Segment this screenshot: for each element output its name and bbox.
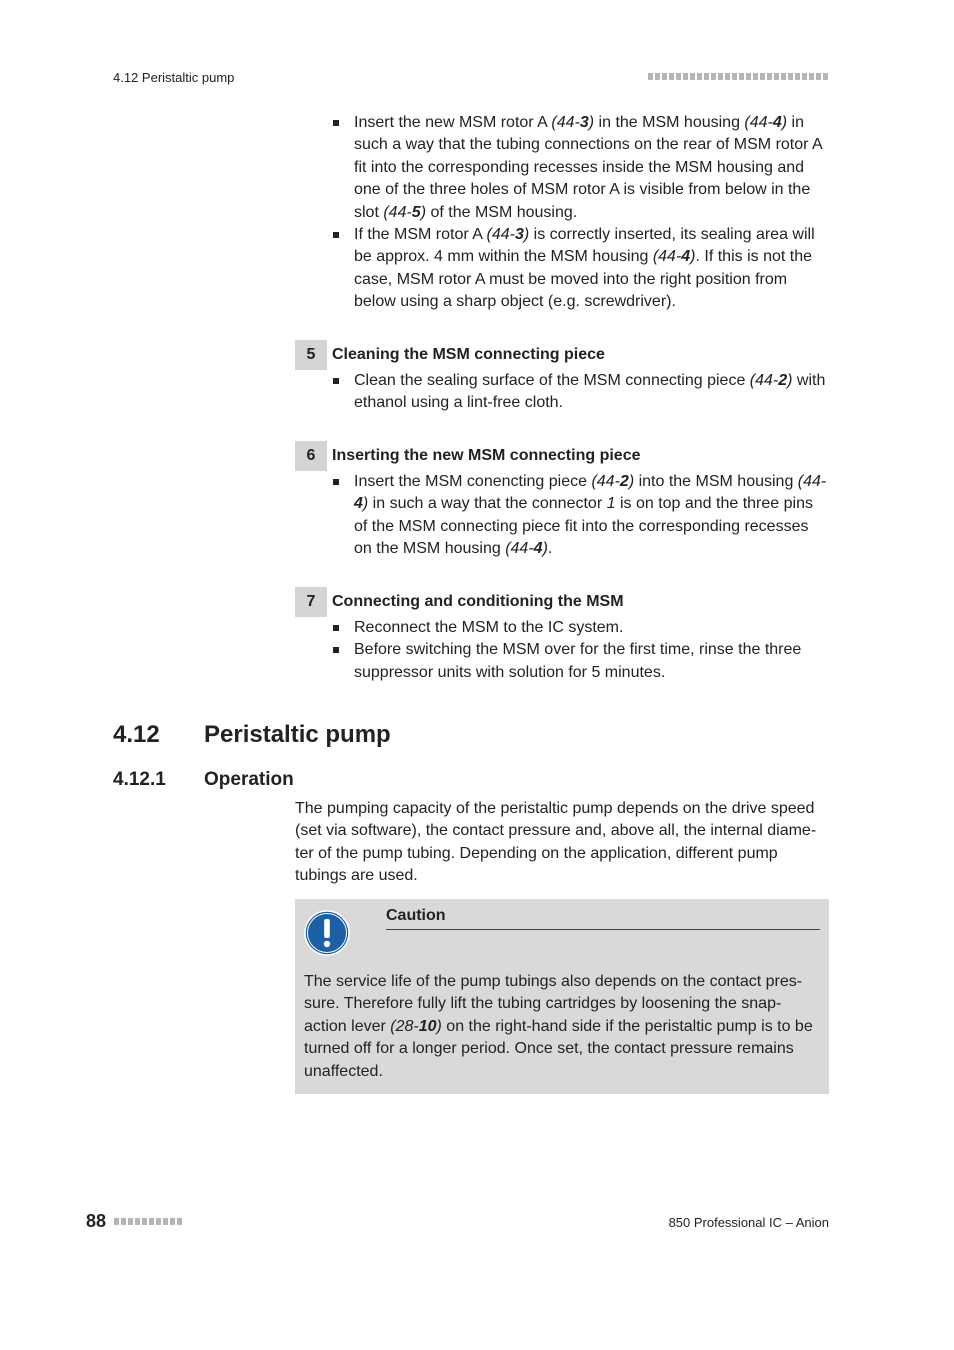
caution-text: The service life of the pump tubings also depends on the contact pres- sure. Therefore fully lift the tubing cartridges by loosening the snap- action lever (28-10) on the right-hand side if the peristaltic pump is to be turned off for a longer period. Once set, the contact pressure remains unaffected.: [304, 973, 813, 1080]
subsection-heading: [113, 769, 294, 791]
step-title: Inserting the new MSM connecting piece: [332, 446, 641, 464]
step-5: [295, 340, 830, 415]
section-title: Peristaltic pump: [204, 721, 391, 748]
step-title: Connecting and conditioning the MSM: [332, 592, 624, 610]
running-header: 4.12 Peristaltic pump: [113, 70, 235, 85]
step-number: 5: [295, 340, 327, 370]
step-number: 7: [295, 587, 327, 617]
top-bullet-list: [295, 112, 830, 314]
bullet-text: Insert the new MSM rotor A (44-3) in the MSM housing (44-4) in such a way that the tubing connections on the rear of MSM rotor A fit into the corresponding recesses inside the MSM housing and one of the three holes of MSM rotor A is visible from below in the slot (44-5) of the MSM housing.: [354, 114, 822, 221]
subsection-number: 4.12.1: [113, 769, 166, 790]
caution-title: Caution: [386, 907, 446, 924]
document-title: 850 Professional IC – Anion: [668, 1215, 829, 1230]
caution-divider: [386, 929, 820, 930]
body-paragraph: The pumping capacity of the peristaltic pump depends on the drive speed (set via software), the contact pressure and, above all, the internal diame- ter of the pump tubing. Depending on the application, different pump tubings are used.: [295, 800, 817, 885]
bullet-text: If the MSM rotor A (44-3) is correctly inserted, its sealing area will be approx. 4 mm within the MSM housing (44-4). If this is not the case, MSM rotor A must be moved into the right position from below using a sharp object (e.g. screwdriver).: [354, 226, 815, 311]
list-item: [295, 224, 830, 314]
section-number: 4.12: [113, 721, 160, 748]
subsection-title: Operation: [204, 769, 294, 790]
step-number: 6: [295, 441, 327, 471]
list-item: Insert the MSM conencting piece (44-2) into the MSM housing (44-4) in such a way that the connector 1 is on top and the three pins of the MSM connecting piece fit into the corresponding recesses on the MSM housing (44-4).: [295, 471, 830, 561]
step-6: [295, 441, 830, 561]
header-decoration: [648, 73, 830, 80]
footer-decoration: [114, 1218, 182, 1225]
step-title: Cleaning the MSM connecting piece: [332, 345, 605, 363]
list-item: Before switching the MSM over for the first time, rinse the three suppressor units with solution for 5 minutes.: [295, 639, 830, 684]
exclamation-icon: [304, 910, 350, 956]
caution-box: [295, 899, 829, 1094]
section-heading: [113, 721, 391, 749]
step-7: [295, 587, 830, 684]
list-item: Clean the sealing surface of the MSM connecting piece (44-2) with ethanol using a lint-free cloth.: [295, 370, 830, 415]
list-item: [295, 112, 830, 224]
list-item: Reconnect the MSM to the IC system.: [295, 617, 830, 639]
page-number: 88: [86, 1211, 107, 1231]
